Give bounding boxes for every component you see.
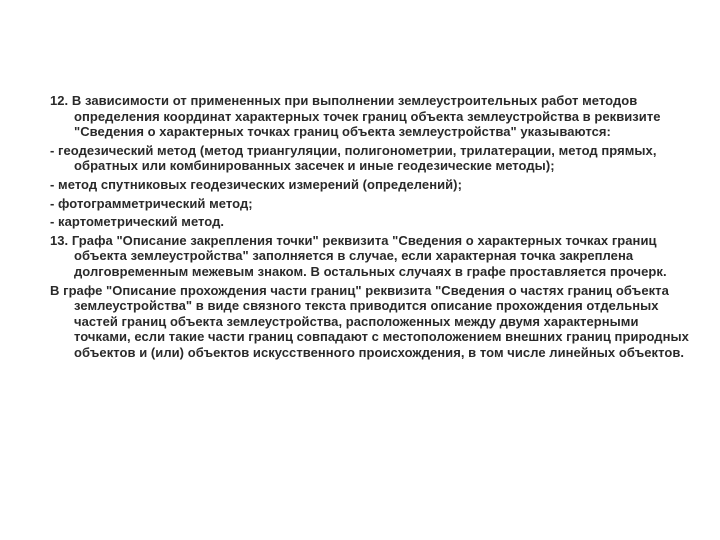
paragraph-boundary-description: В графе "Описание прохождения части границ" реквизита "Сведения о частях границ объекта землеустройства" в виде связного текста приводится описание прохождения отдельных частей границ объекта землеустройства, расположенных между двумя характерными точками, если такие части границ совпадают с местоположением внешних границ природных объектов и (или) объектов искусственного происхождения, в том числе линейных объектов. bbox=[50, 282, 689, 360]
paragraph-item-13: 13. Графа "Описание закрепления точки" реквизита "Сведения о характерных точках границ объекта землеустройства" заполняется в случае, если характерная точка закреплена долговременным межевым знаком. В остальных случаях в графе проставляется прочерк. bbox=[50, 232, 667, 279]
list-item-geodetic-method: - геодезический метод (метод триангуляции, полигонометрии, трилатерации, метод прямых, обратных или комбинированных засечек и иные геодезические методы); bbox=[50, 142, 657, 174]
document-text bbox=[50, 93, 690, 364]
list-item-cartometric-method: - картометрический метод. bbox=[50, 214, 225, 230]
list-item-satellite-method: - метод спутниковых геодезических измерений (определений); bbox=[50, 176, 462, 192]
list-item-photogrammetric-method: - фотограмметрический метод; bbox=[50, 195, 253, 211]
paragraph-item-12: 12. В зависимости от примененных при выполнении землеустроительных работ методов определения координат характерных точек границ объекта землеустройства в реквизите "Сведения о характерных точках границ объекта землеустройства" указываются: bbox=[50, 93, 661, 140]
